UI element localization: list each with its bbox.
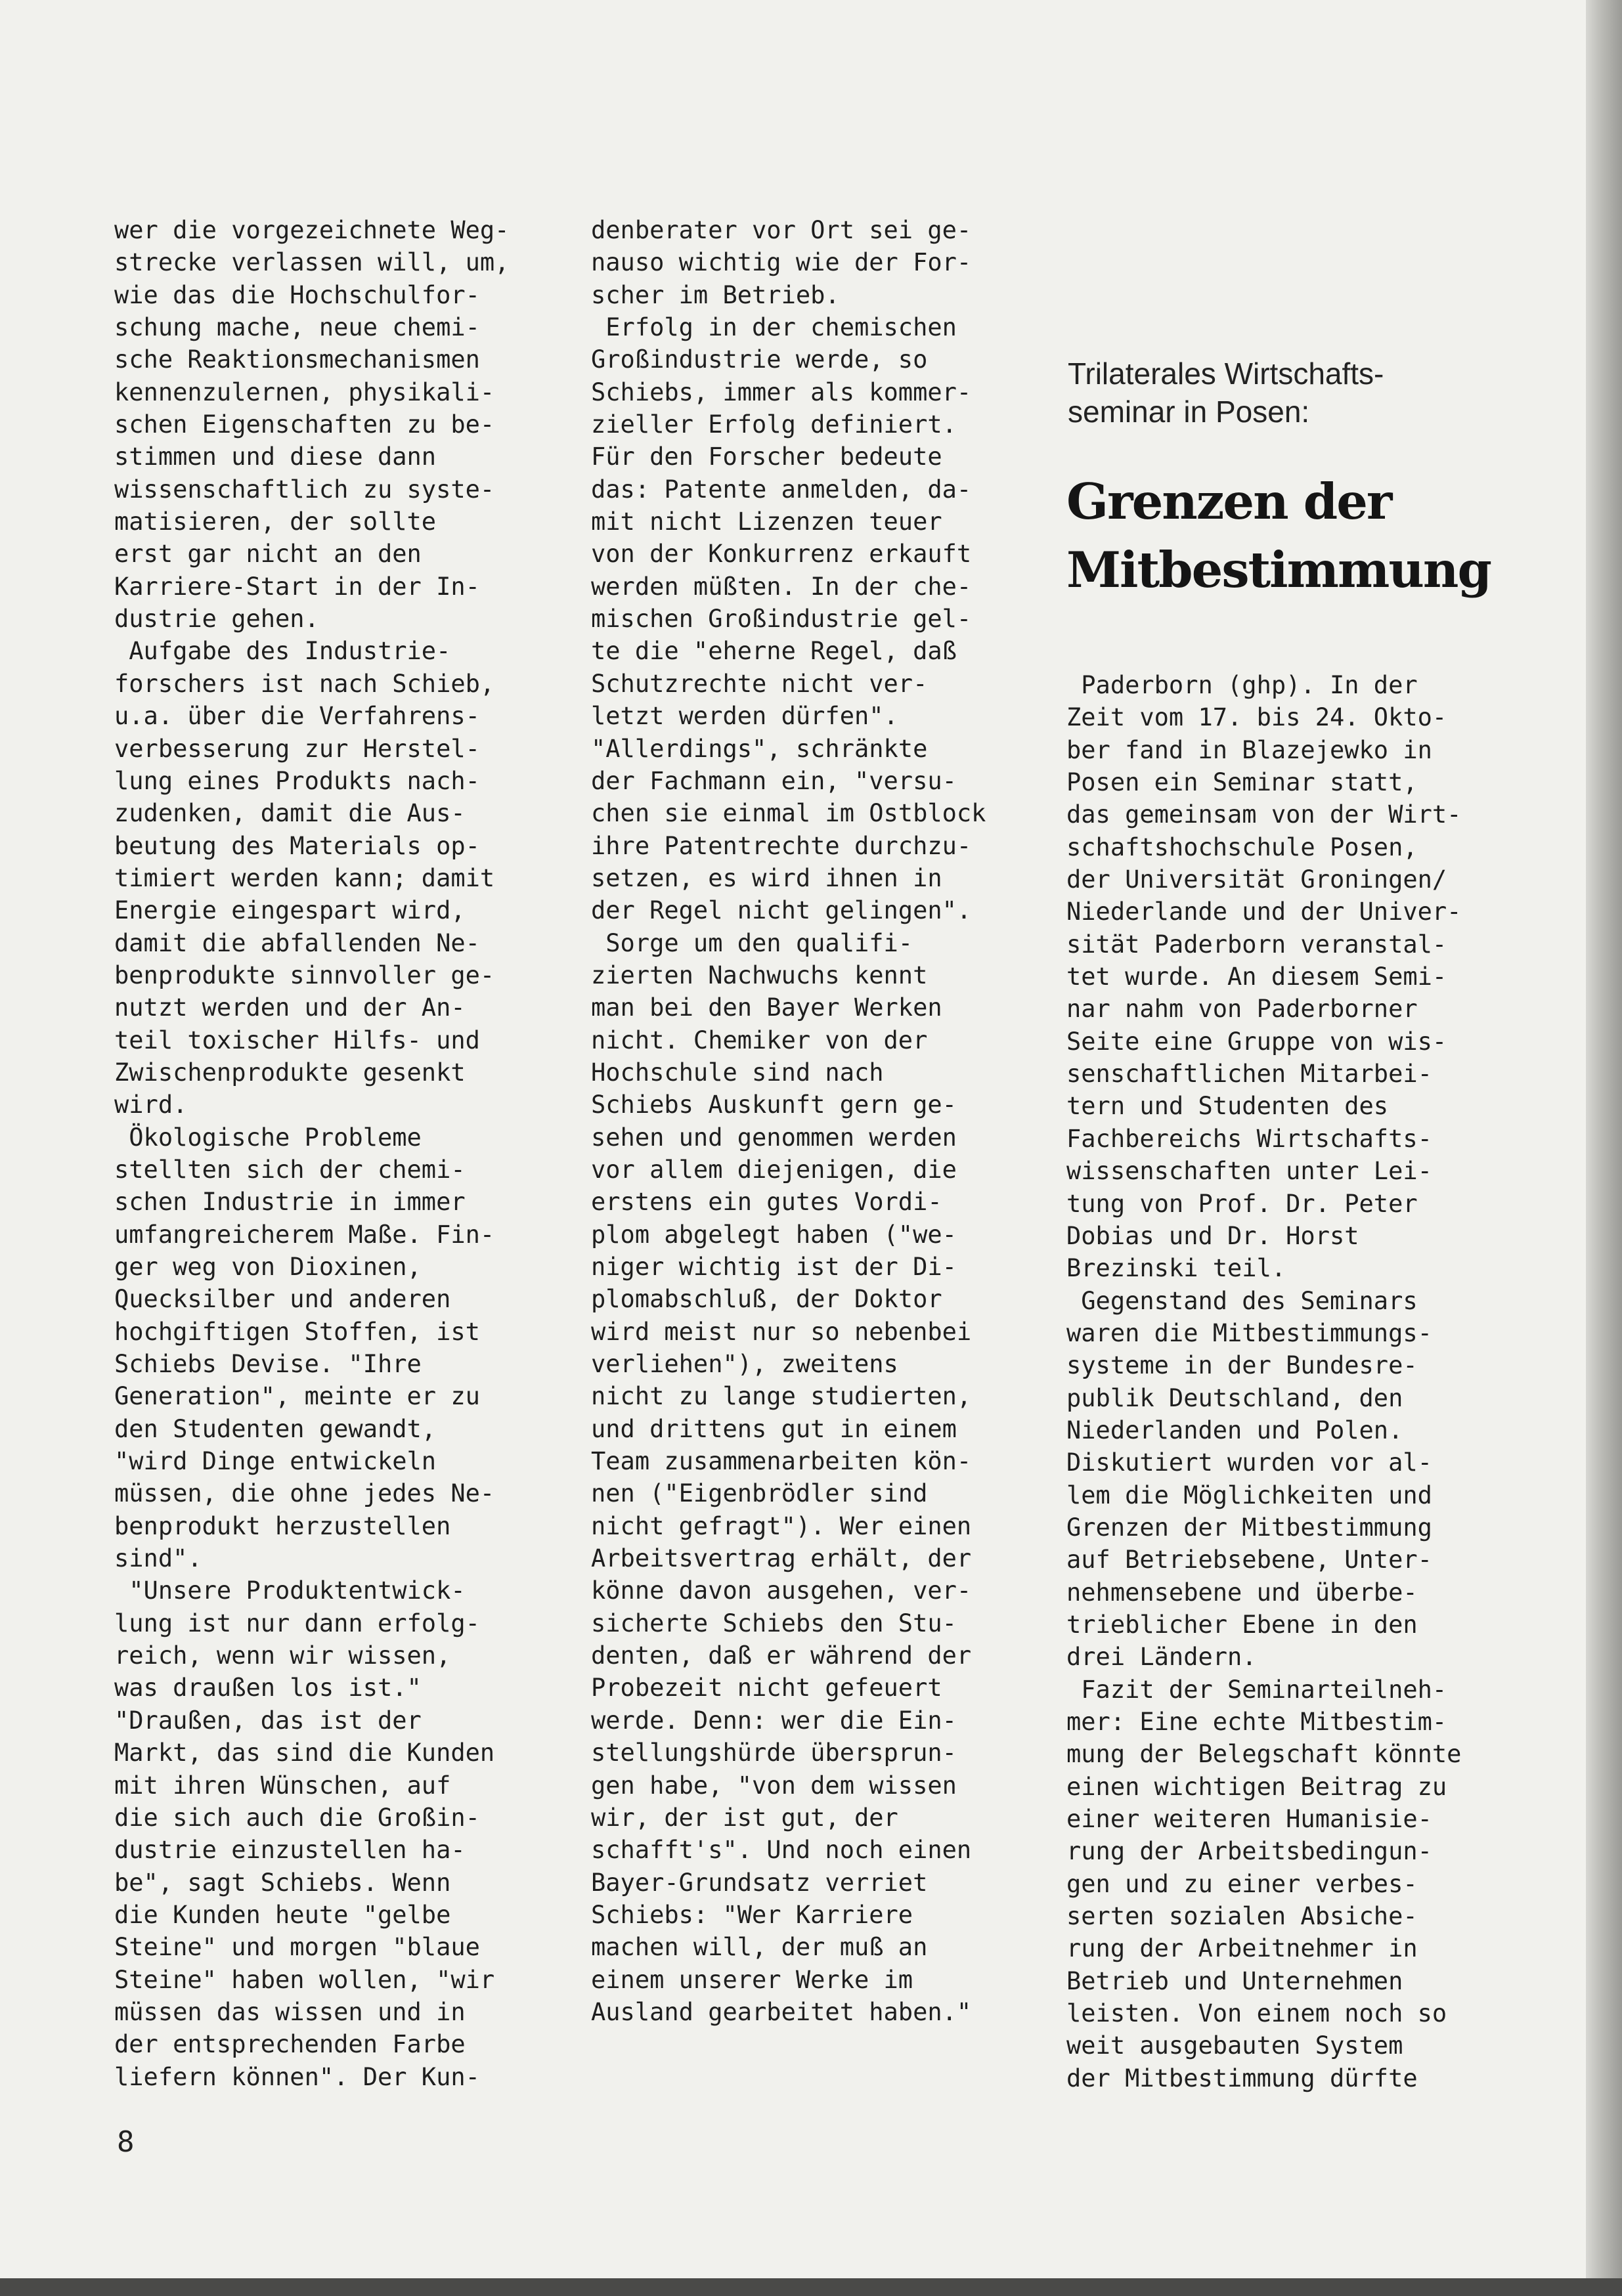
article-column-1: wer die vorgezeichnete Weg- strecke verlassen will, um, wie das die Hochschulfor- schung mache, neue chemi- sche Reaktionsmechanismen kennenzulernen, physikali- schen Eigenschaften zu be- stimmen und diese dann wissenschaftlich zu syste- matisieren, der sollte erst gar nicht an den Karriere-Start in der In- dustrie gehen. Aufgabe des Industrie- forschers ist nach Schieb, u.a. über die Verfahrens- verbesserung zur Herstel- lung eines Produkts nach- zudenken, damit die Aus- beutung des Materials op- timiert werden kann; damit Energie eingespart wird, damit die abfallenden Ne- benprodukte sinnvoller ge- nutzt werden und der An- teil toxischer Hilfs- und Zwischenprodukte gesenkt wird. Ökologische Probleme stellten sich der chemi- schen Industrie in immer umfangreicherem Maße. Fin- ger weg von Dioxinen, Quecksilber und anderen hochgiftigen Stoffen, ist Schiebs Devise. "Ihre Generation", meinte er zu den Studenten gewandt, "wird Dinge entwickeln müssen, die ohne jedes Ne- benprodukt herzustellen sind". "Unsere Produktentwick- lung ist nur dann erfolg- reich, wenn wir wissen, was draußen los ist." "Draußen, das ist der Markt, das sind die Kunden mit ihren Wünschen, auf die sich auch die Großin- dustrie einzustellen ha- be", sagt Schiebs. Wenn die Kunden heute "gelbe Steine" und morgen "blaue Steine" haben wollen, "wir müssen das wissen und in der entsprechenden Farbe liefern können". Der Kun- — [114, 216, 510, 2091]
page-number: 8 — [117, 2125, 135, 2159]
page-edge — [1586, 0, 1622, 2296]
article-column-2: denberater vor Ort sei ge- nauso wichtig wie der For- scher im Betrieb. Erfolg in der chemischen Großindustrie werde, so Schiebs, immer als kommer- zieller Erfolg definiert. Für den Forscher bedeute das: Patente anmelden, da- mit nicht Lizenzen teuer von der Konkurrenz erkauft werden müßten. In der che- mischen Großindustrie gel- te die "eherne Regel, daß Schutzrechte nicht ver- letzt werden dürfen". "Allerdings", schränkte der Fachmann ein, "versu- chen sie einmal im Ostblock ihre Patentrechte durchzu- setzen, es wird ihnen in der Regel nicht gelingen". Sorge um den qualifi- zierten Nachwuchs kennt man bei den Bayer Werken nicht. Chemiker von der Hochschule sind nach Schiebs Auskunft gern ge- sehen und genommen werden vor allem diejenigen, die erstens ein gutes Vordi- plom abgelegt haben ("we- niger wichtig ist der Di- plomabschluß, der Doktor wird meist nur so nebenbei verliehen"), zweitens nicht zu lange studierten, und drittens gut in einem Team zusammenarbeiten kön- nen ("Eigenbrödler sind nicht gefragt"). Wer einen Arbeitsvertrag erhält, der könne davon ausgehen, ver- sicherte Schiebs den Stu- denten, daß er während der Probezeit nicht gefeuert werde. Denn: wer die Ein- stellungshürde übersprun- gen habe, "von dem wissen wir, der ist gut, der schafft's". Und noch einen Bayer-Grundsatz verriet Schiebs: "Wer Karriere machen will, der muß an einem unserer Werke im Ausland gearbeitet haben." — [591, 216, 986, 2026]
article-column-3: Paderborn (ghp). In der Zeit vom 17. bis 24. Okto- ber fand in Blazejewko in Posen ein Seminar statt, das gemeinsam von der Wirt- schaftshochschule Posen, der Universität Groningen/ Niederlande und der Univer- sität Paderborn veranstal- tet wurde. An diesem Semi- nar nahm von Paderborner Seite eine Gruppe von wis- senschaftlichen Mitarbei- tern und Studenten des Fachbereichs Wirtschafts- wissenschaften unter Lei- tung von Prof. Dr. Peter Dobias und Dr. Horst Brezinski teil. Gegenstand des Seminars waren die Mitbestimmungs- systeme in der Bundesre- publik Deutschland, den Niederlanden und Polen. Diskutiert wurden vor al- lem die Möglichkeiten und Grenzen der Mitbestimmung auf Betriebsebene, Unter- nehmensebene und überbe- trieblicher Ebene in den drei Ländern. Fazit der Seminarteilneh- mer: Eine echte Mitbestim- mung der Belegschaft könnte einen wichtigen Beitrag zu einer weiteren Humanisie- rung der Arbeitsbedingun- gen und zu einer verbes- serten sozialen Absiche- rung der Arbeitnehmer in Betrieb und Unternehmen leisten. Von einem noch so weit ausgebauten System der Mitbestimmung dürfte — [1066, 671, 1462, 2092]
scan-border — [0, 2278, 1622, 2296]
article-headline: Grenzen der Mitbestimmung — [1066, 473, 1491, 599]
article-kicker: Trilaterales Wirtschafts- seminar in Posen: — [1068, 357, 1384, 429]
